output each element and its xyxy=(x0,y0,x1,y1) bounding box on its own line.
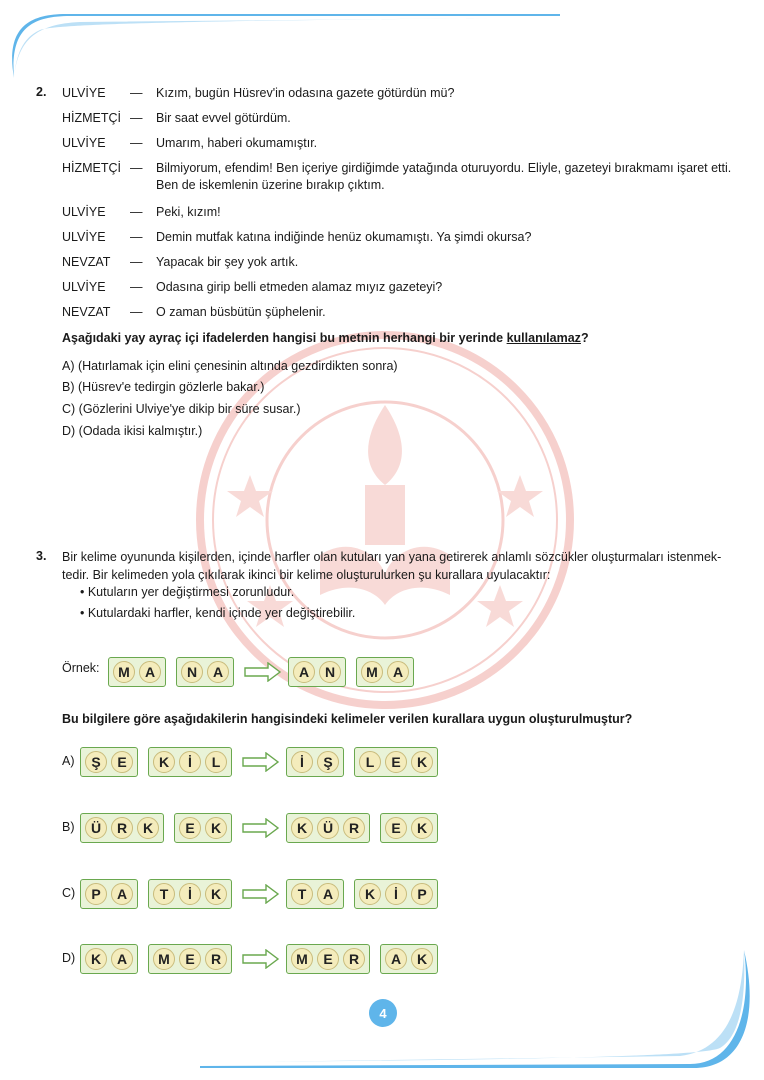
speaker-name: HİZMETÇİ xyxy=(62,111,122,125)
dialogue-text: Yapacak bir şey yok artık. xyxy=(156,255,299,269)
dialogue-text: O zaman büsbütün şüphelenir. xyxy=(156,305,326,319)
letter-tile: E xyxy=(317,948,339,970)
letter-tile: M xyxy=(361,661,383,683)
letter-tile: Ü xyxy=(317,817,339,839)
letter-tile: T xyxy=(291,883,313,905)
q3-option-c-source-word-1-box xyxy=(80,879,138,909)
example-label: Örnek: xyxy=(62,661,100,675)
dialogue-text: Peki, kızım! xyxy=(156,205,221,219)
letter-tile: A xyxy=(111,948,133,970)
speaker-name: ULVİYE xyxy=(62,136,106,150)
letter-tile: K xyxy=(411,751,433,773)
q3-option-d-source-word-2-box xyxy=(148,944,232,974)
q2-option-c[interactable]: C) (Gözlerini Ulviye'ye dikip bir süre susar.) xyxy=(62,402,301,416)
letter-tile: K xyxy=(205,883,227,905)
letter-tile: N xyxy=(181,661,203,683)
letter-tile: A xyxy=(207,661,229,683)
letter-tile: Ş xyxy=(317,751,339,773)
letter-tile: N xyxy=(319,661,341,683)
example-target-word-1-box xyxy=(288,657,346,687)
speaker-name: ULVİYE xyxy=(62,230,106,244)
letter-tile: K xyxy=(291,817,313,839)
letter-tile: K xyxy=(85,948,107,970)
letter-tile: E xyxy=(179,948,201,970)
dialogue-dash: — xyxy=(130,305,143,319)
letter-tile: M xyxy=(153,948,175,970)
dialogue-dash: — xyxy=(130,205,143,219)
letter-tile: R xyxy=(205,948,227,970)
letter-tile: K xyxy=(411,948,433,970)
letter-tile: P xyxy=(85,883,107,905)
top-decoration xyxy=(0,0,764,90)
example-target-word-2-box xyxy=(356,657,414,687)
question-2-number: 2. xyxy=(36,85,47,99)
speaker-name: HİZMETÇİ xyxy=(62,161,122,175)
letter-tile: A xyxy=(387,661,409,683)
letter-tile: R xyxy=(343,817,365,839)
letter-tile: İ xyxy=(291,751,313,773)
question-2-stem-pre: Aşağıdaki yay ayraç içi ifadelerden hangisi bu metnin herhangi bir yerinde xyxy=(62,331,507,345)
q3-option-a-target-word-2-box xyxy=(354,747,438,777)
q3-option-a-target-word-1-box xyxy=(286,747,344,777)
letter-tile: K xyxy=(411,817,433,839)
dialogue-dash: — xyxy=(130,255,143,269)
q3-option-a-label[interactable]: A) xyxy=(62,754,75,768)
letter-tile: A xyxy=(385,948,407,970)
q3-option-b-label[interactable]: B) xyxy=(62,820,75,834)
q3-option-d-target-word-1-box xyxy=(286,944,370,974)
letter-tile: Ş xyxy=(85,751,107,773)
letter-tile: M xyxy=(113,661,135,683)
speaker-name: ULVİYE xyxy=(62,280,106,294)
q3-option-c-target-word-2-box xyxy=(354,879,438,909)
question-3-stem: Bu bilgilere göre aşağıdakilerin hangisindeki kelimeler verilen kurallara uygun oluşturulmuştur? xyxy=(62,712,633,726)
speaker-name: ULVİYE xyxy=(62,86,106,100)
q2-option-a[interactable]: A) (Hatırlamak için elini çenesinin altında gezdirdikten sonra) xyxy=(62,359,398,373)
q2-option-d[interactable]: D) (Odada ikisi kalmıştır.) xyxy=(62,424,203,438)
example-source-word-2-box xyxy=(176,657,234,687)
letter-tile: İ xyxy=(179,751,201,773)
letter-tile: İ xyxy=(385,883,407,905)
letter-tile: E xyxy=(179,817,201,839)
letter-tile: K xyxy=(359,883,381,905)
dialogue-text: Demin mutfak katına indiğinde henüz okumamıştı. Ya şimdi okursa? xyxy=(156,230,532,244)
speaker-name: NEVZAT xyxy=(62,305,111,319)
rule-1: • Kutuların yer değiştirmesi zorunludur. xyxy=(80,585,295,599)
letter-tile: A xyxy=(293,661,315,683)
q3-option-a-source-word-1-box xyxy=(80,747,138,777)
letter-tile: E xyxy=(385,751,407,773)
q3-option-d-source-word-1-box xyxy=(80,944,138,974)
right-arrow-icon xyxy=(242,949,280,969)
dialogue-text: Bir saat evvel götürdüm. xyxy=(156,111,291,125)
speaker-name: ULVİYE xyxy=(62,205,106,219)
q3-option-b-target-word-1-box xyxy=(286,813,370,843)
letter-tile: E xyxy=(111,751,133,773)
q3-option-d-target-word-2-box xyxy=(380,944,438,974)
letter-tile: M xyxy=(291,948,313,970)
dialogue-text: Odasına girip belli etmeden alamaz mıyız gazeteyi? xyxy=(156,280,443,294)
letter-tile: A xyxy=(111,883,133,905)
right-arrow-icon xyxy=(242,818,280,838)
q3-option-b-source-word-2-box xyxy=(174,813,232,843)
q3-option-c-target-word-1-box xyxy=(286,879,344,909)
dialogue-text: Kızım, bugün Hüsrev'in odasına gazete götürdün mü? xyxy=(156,86,455,100)
q2-option-b[interactable]: B) (Hüsrev'e tedirgin gözlerle bakar.) xyxy=(62,380,265,394)
dialogue-dash: — xyxy=(130,161,143,175)
letter-tile: L xyxy=(205,751,227,773)
letter-tile: R xyxy=(343,948,365,970)
letter-tile: T xyxy=(153,883,175,905)
letter-tile: A xyxy=(139,661,161,683)
rule-2: • Kutulardaki harfler, kendi içinde yer değiştirebilir. xyxy=(80,606,356,620)
dialogue-dash: — xyxy=(130,136,143,150)
letter-tile: A xyxy=(317,883,339,905)
q3-option-a-source-word-2-box xyxy=(148,747,232,777)
q3-option-d-label[interactable]: D) xyxy=(62,951,76,965)
letter-tile: E xyxy=(385,817,407,839)
dialogue-text: Bilmiyorum, efendim! Ben içeriye girdiğimde yatağında oturuyordu. Eliyle, gazeteyi bırakmamı işaret etti. Ben de iskemlenin üzerine bırakıp çıktım. xyxy=(156,161,732,192)
q3-option-b-target-word-2-box xyxy=(380,813,438,843)
question-2-stem xyxy=(62,329,589,347)
letter-tile: Ü xyxy=(85,817,107,839)
speaker-name: NEVZAT xyxy=(62,255,111,269)
question-2-stem-emphasis: kullanılamaz xyxy=(506,331,581,345)
right-arrow-icon xyxy=(244,662,282,682)
dialogue-text: Umarım, haberi okumamıştır. xyxy=(156,136,318,150)
letter-tile: K xyxy=(205,817,227,839)
letter-tile: L xyxy=(359,751,381,773)
letter-tile: İ xyxy=(179,883,201,905)
dialogue-dash: — xyxy=(130,86,143,100)
right-arrow-icon xyxy=(242,884,280,904)
letter-tile: K xyxy=(137,817,159,839)
question-3-number: 3. xyxy=(36,549,47,563)
letter-tile: P xyxy=(411,883,433,905)
q3-option-c-source-word-2-box xyxy=(148,879,232,909)
page-number: 4 xyxy=(369,999,397,1027)
example-source-word-1-box xyxy=(108,657,166,687)
dialogue-dash: — xyxy=(130,230,143,244)
letter-tile: R xyxy=(111,817,133,839)
question-3-intro-line-1: Bir kelime oyununda kişilerden, içinde harfler olan kutuları yan yana getirerek anlamlı sözcükler oluşturmaları istenmek- xyxy=(62,550,722,564)
question-3-intro-line-2: tedir. Bir kelimeden yola çıkılarak ikinci bir kelime oluşturulurken şu kurallara uyulacaktır: xyxy=(62,568,551,582)
right-arrow-icon xyxy=(242,752,280,772)
question-2-stem-post: ? xyxy=(580,331,589,345)
q3-option-c-label[interactable]: C) xyxy=(62,886,76,900)
dialogue-dash: — xyxy=(130,280,143,294)
q3-option-b-source-word-1-box xyxy=(80,813,164,843)
dialogue-dash: — xyxy=(130,111,143,125)
letter-tile: K xyxy=(153,751,175,773)
